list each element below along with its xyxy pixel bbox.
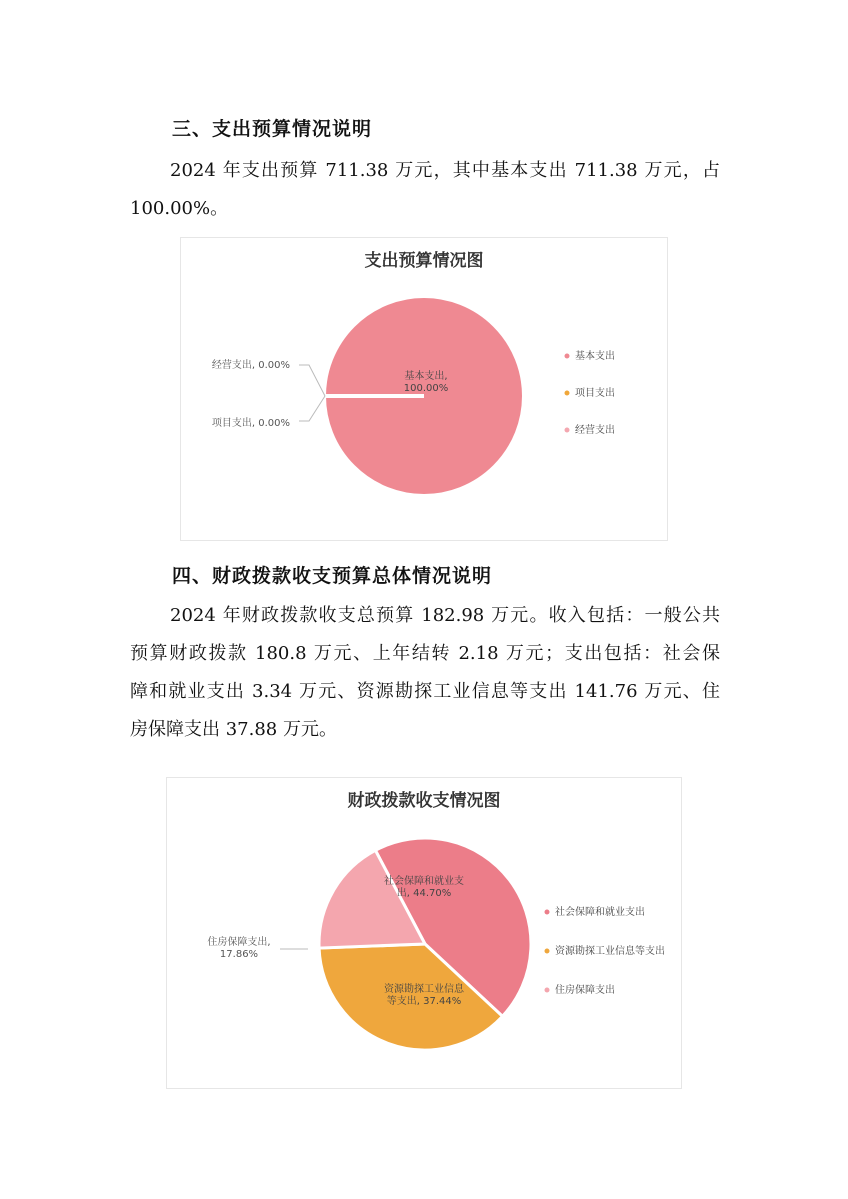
expenditure-pie-svg [181,238,667,540]
para-line: 障和就业支出 3.34 万元、资源勘探工业信息等支出 141.76 万元、住 [130,681,720,702]
slice-label: 17.86% [219,949,259,960]
legend-marker [545,949,550,954]
chart-title: 财政拨款收支情况图 [347,791,501,811]
legend-marker [565,354,570,359]
legend-item: 资源勘探工业信息等支出 [555,946,665,957]
label-leader-line [299,365,325,396]
chart-title: 支出预算情况图 [364,251,484,271]
slice-label: 出, 44.70% [396,888,452,899]
slice-label: 项目支出, 0.00% [211,418,290,429]
fiscal-pie-svg [167,778,681,1088]
para-line: 2024 年支出预算 711.38 万元，其中基本支出 711.38 万元，占 [170,160,720,181]
para-line: 房保障支出 37.88 万元。 [130,719,337,740]
slice-label: 基本支出, [404,371,448,382]
legend-item: 项目支出 [575,388,615,399]
slice-label: 社会保障和就业支 [384,876,464,887]
section4-heading: 四、财政拨款收支预算总体情况说明 [172,565,493,587]
expenditure-budget-chart [180,237,668,541]
legend-item: 社会保障和就业支出 [555,907,645,918]
label-leader-line [299,396,325,421]
section4-paragraph [130,597,720,749]
legend-marker [565,391,570,396]
legend-marker [545,910,550,915]
para-line: 2024 年财政拨款收支总预算 182.98 万元。收入包括：一般公共 [170,605,720,626]
legend-item: 经营支出 [575,425,615,436]
slice-label: 等支出, 37.44% [386,996,462,1007]
para-line: 预算财政拨款 180.8 万元、上年结转 2.18 万元；支出包括：社会保 [130,643,720,664]
legend-item: 基本支出 [575,351,615,362]
slice-label: 100.00% [403,383,449,394]
section3-heading: 三、支出预算情况说明 [172,118,373,140]
legend-item: 住房保障支出 [555,985,615,996]
fiscal-appropriation-chart [166,777,682,1089]
legend-marker [565,428,570,433]
section3-paragraph [130,152,720,228]
para-line: 100.00%。 [130,198,229,219]
slice-label: 住房保障支出, [207,937,271,948]
legend-marker [545,988,550,993]
slice-label: 资源勘探工业信息 [384,984,464,995]
slice-label: 经营支出, 0.00% [211,360,290,371]
